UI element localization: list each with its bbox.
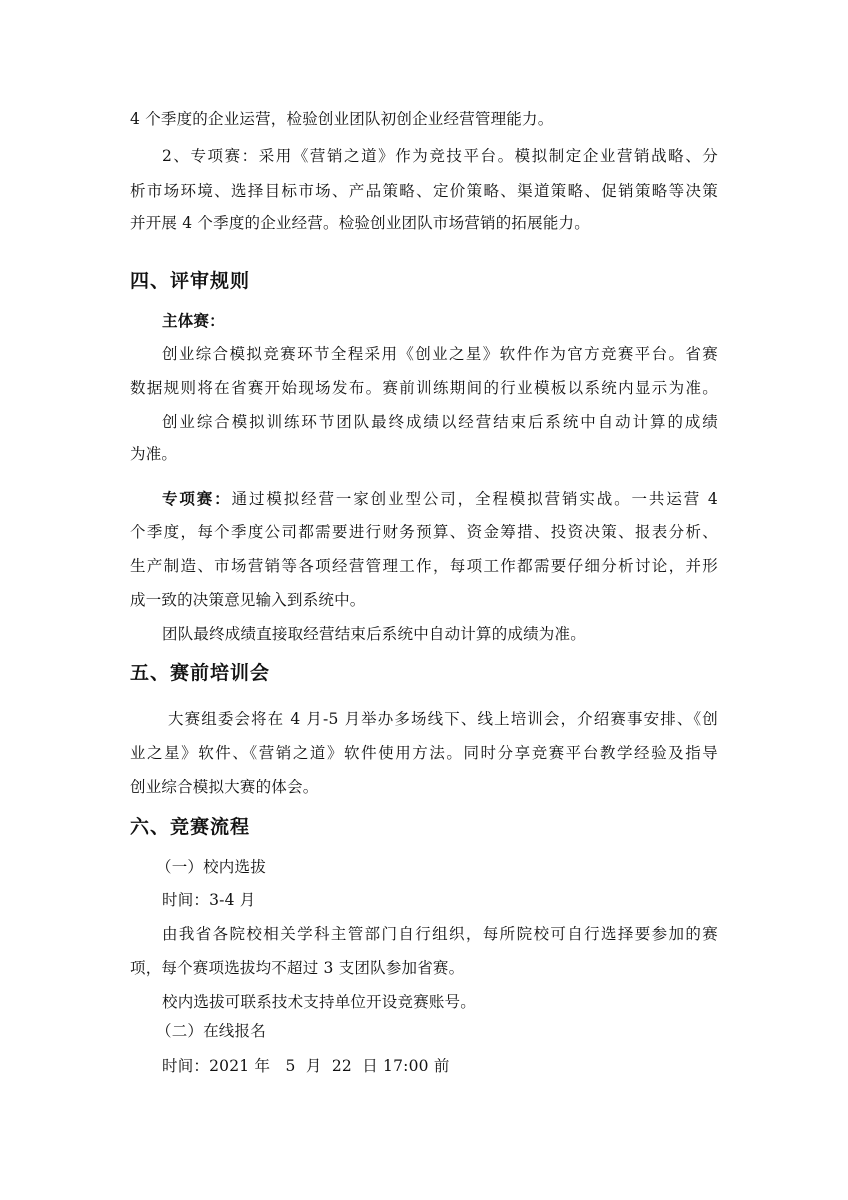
paragraph-line: 大赛组委会将在 4 月-5 月举办多场线下、线上培训会，介绍赛事安排、《创 [168, 710, 718, 728]
paragraph-line: 2、专项赛：采用《营销之道》作为竞技平台。模拟制定企业营销战略、分 [162, 147, 718, 165]
paragraph-line: 项，每个赛项选拔均不超过 3 支团队参加省赛。 [130, 959, 465, 977]
paragraph-line [162, 489, 718, 509]
time-line: 时间：2021 年 5 月 22 日 17:00 前 [162, 1057, 450, 1075]
special-contest-text: 通过模拟经营一家创业型公司，全程模拟营销实战。一共运营 4 [231, 490, 718, 508]
paragraph-line: 校内选拔可联系技术支持单位开设竞赛账号。 [162, 993, 477, 1011]
paragraph-line: 数据规则将在省赛开始现场发布。赛前训练期间的行业模板以系统内显示为准。 [130, 379, 718, 397]
special-contest-label: 专项赛： [162, 490, 232, 508]
paragraph-line: 析市场环境、选择目标市场、产品策略、定价策略、渠道策略、促销策略等决策 [130, 182, 718, 200]
paragraph-line: 创业综合模拟竞赛环节全程采用《创业之星》软件作为官方竞赛平台。省赛 [162, 345, 718, 363]
paragraph-line: 生产制造、市场营销等各项经营管理工作，每项工作都需要仔细分析讨论，并形 [130, 557, 718, 575]
subsection-title: （一）校内选拔 [156, 858, 266, 876]
paragraph-line: 为准。 [130, 445, 178, 463]
paragraph-line: 团队最终成绩直接取经营结束后系统中自动计算的成绩为准。 [162, 625, 586, 643]
paragraph-line: 由我省各院校相关学科主管部门自行组织，每所院校可自行选择要参加的赛 [162, 925, 718, 943]
paragraph-line: 4 个季度的企业运营，检验创业团队初创企业经营管理能力。 [130, 110, 554, 128]
subsection-title: （二）在线报名 [156, 1022, 266, 1040]
paragraph-line: 业之星》软件、《营销之道》软件使用方法。同时分享竞赛平台教学经验及指导 [130, 744, 718, 762]
paragraph-line: 个季度，每个季度公司都需要进行财务预算、资金筹措、投资决策、报表分析、 [130, 523, 718, 541]
paragraph-line: 成一致的决策意见输入到系统中。 [130, 591, 366, 609]
time-line: 时间：3-4 月 [162, 891, 256, 909]
paragraph-line: 创业综合模拟训练环节团队最终成绩以经营结束后系统中自动计算的成绩 [162, 413, 718, 431]
section-heading: 五、赛前培训会 [130, 662, 271, 684]
paragraph-line: 并开展 4 个季度的企业经营。检验创业团队市场营销的拓展能力。 [130, 214, 590, 232]
paragraph-line: 创业综合模拟大赛的体会。 [130, 778, 319, 796]
subheading-main-contest: 主体赛： [162, 312, 225, 330]
section-heading: 四、评审规则 [130, 270, 251, 292]
section-heading: 六、竞赛流程 [130, 816, 251, 838]
